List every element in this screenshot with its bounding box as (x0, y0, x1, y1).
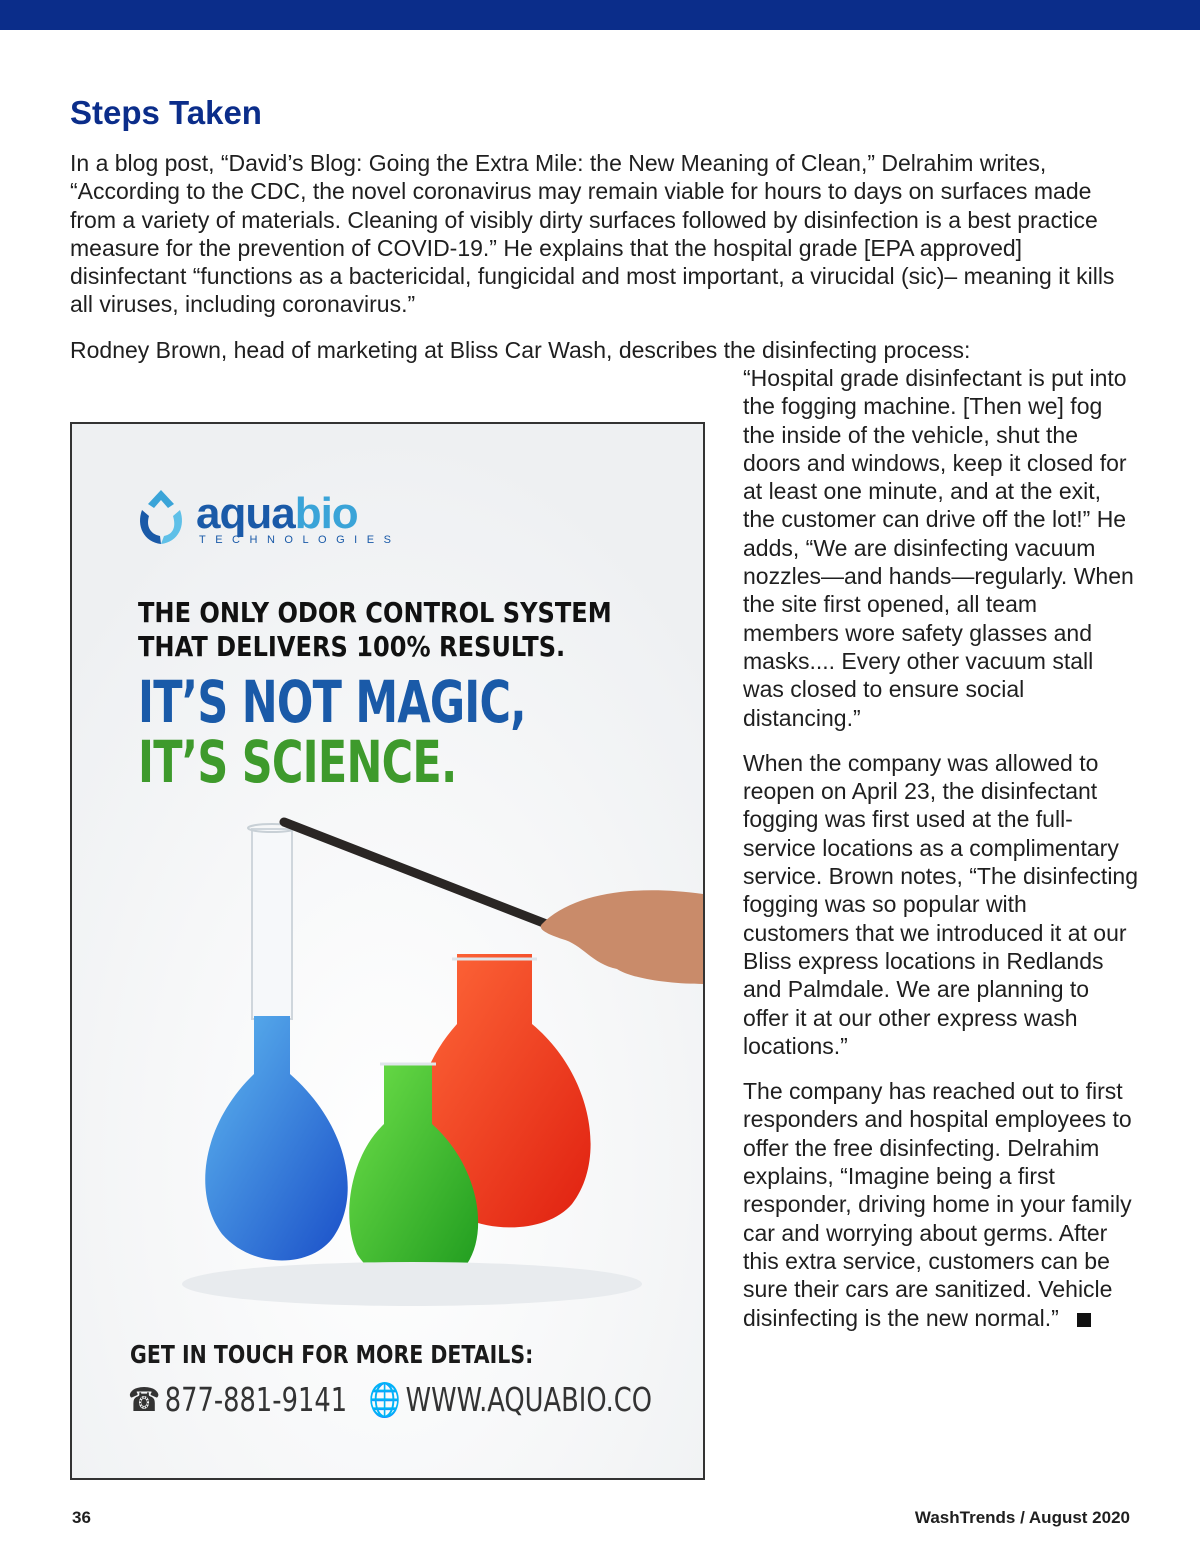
ad-tagline-line2: IT’S SCIENCE. (138, 728, 457, 796)
aquabio-logo-icon (134, 486, 188, 550)
ad-tagline-line1: IT’S NOT MAGIC, (138, 668, 526, 736)
top-accent-bar (0, 0, 1200, 30)
page-number: 36 (72, 1508, 91, 1527)
flask-shadow (182, 1262, 642, 1306)
ad-contact-label: GET IN TOUCH FOR MORE DETAILS: (130, 1340, 534, 1369)
ad-website: WWW.AQUABIO.CO (405, 1380, 653, 1419)
publication-footer: WashTrends / August 2020 (914, 1508, 1130, 1527)
closing-paragraph (743, 1077, 1138, 1332)
intro-block (70, 149, 1140, 364)
section-heading: Steps Taken (70, 94, 262, 131)
brown-quote-paragraph: “Hospital grade disinfectant is put into the fogging machine. [Then we] fog the inside of the vehicle, shut the doors and windows, keep it closed for at least one minute, and at the exit, the customer can drive off the lot!” He adds, “We are disinfecting vacuum nozzles—and hands—regularly. When the site first opened, all team members wore safety glasses and masks.... Every other vacuum stall was closed to ensure social distancing.” (743, 365, 1134, 731)
globe-icon: 🌐 (368, 1380, 401, 1419)
ad-phone-number: 877-881-9141 (164, 1380, 348, 1419)
lab-flasks-illustration (72, 424, 703, 1478)
brand-subtitle: TECHNOLOGIES (199, 534, 401, 546)
advertisement (70, 422, 705, 1480)
intro-paragraph: In a blog post, “David’s Blog: Going the Extra Mile: the New Meaning of Clean,” Delrahim writes, “According to the CDC, the novel coronavirus may remain viable for hours to days on surfaces made from a variety of materials. Cleaning of visibly dirty surfaces followed by disinfection is a best practice measure for the prevention of COVID-19.” He explains that the hospital grade [EPA approved] disinfectant “functions as a bactericidal, fungicidal and most important, a virucidal (sic)– meaning it kills all viruses, including coronavirus.” (70, 150, 1115, 318)
brand-wordmark (196, 490, 358, 538)
brand-word-bio: bio (294, 489, 358, 538)
ad-headline-line1: THE ONLY ODOR CONTROL SYSTEM (138, 596, 612, 629)
ad-contact-row (128, 1380, 652, 1420)
closing-text: The company has reached out to first responders and hospital employees to offer the free disinfecting. Delrahim explains, “Imagine being a first responder, driving home in your family car and worrying about germs. After this extra service, customers can be sure their cars are sanitized. Vehicle disinfecting is the new normal.” (743, 1078, 1132, 1331)
right-column (743, 364, 1138, 1332)
ad-headline-line2: THAT DELIVERS 100% RESULTS. (138, 630, 566, 663)
brown-intro-paragraph: Rodney Brown, head of marketing at Bliss Car Wash, describes the disinfecting process: (70, 336, 971, 363)
brand-word-aqua: aqua (196, 489, 295, 538)
end-of-article-mark (1077, 1313, 1091, 1327)
reopen-paragraph: When the company was allowed to reopen on April 23, the disinfectant fogging was first used at the full-service locations as a complimentary service. Brown notes, “The disinfecting fogging was so popular with customers that we introduced it at our Bliss express locations in Redlands and Palmdale. We are planning to offer it at our other express wash locations.” (743, 749, 1139, 1059)
phone-icon: ☎ (128, 1380, 161, 1419)
